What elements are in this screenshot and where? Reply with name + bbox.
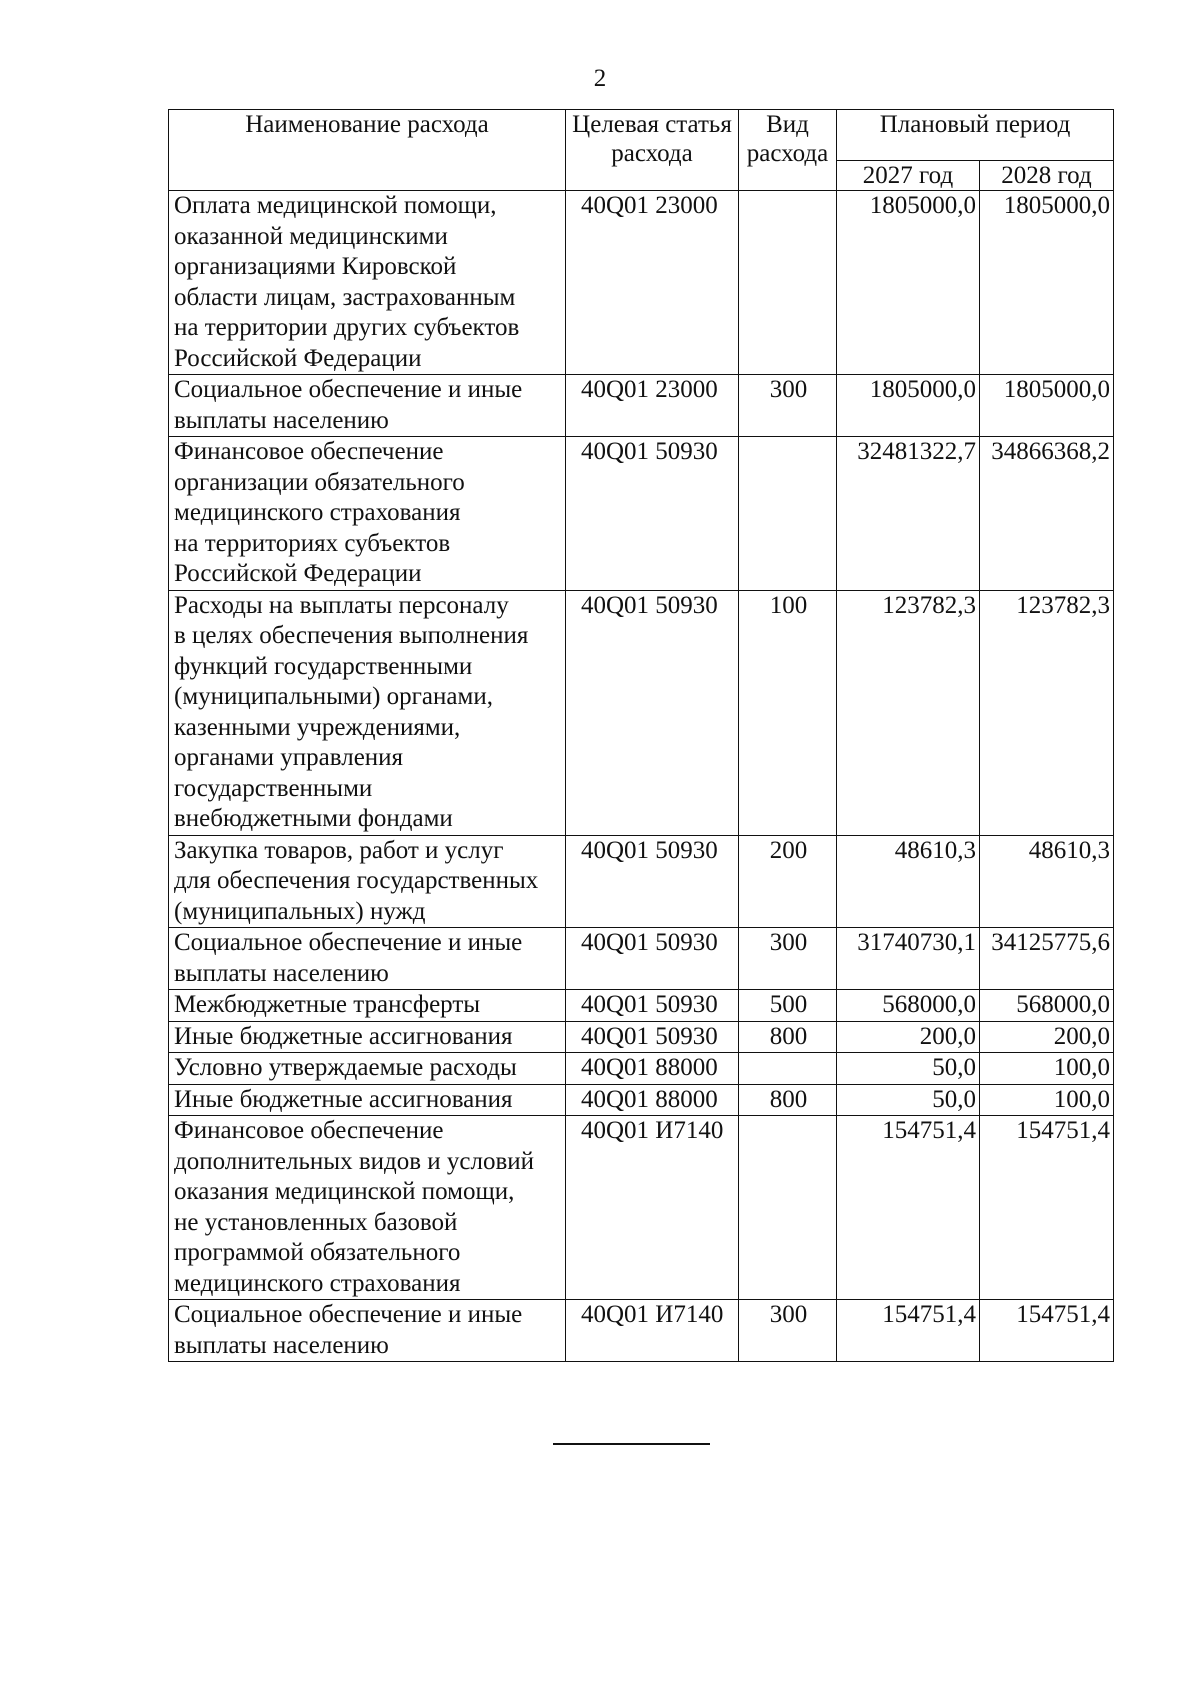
header-target-article: Целевая статья расхода [566, 110, 739, 191]
target-article-cell: 40Q01 50930 [566, 835, 739, 928]
amount-2028-cell: 48610,3 [980, 835, 1114, 928]
amount-2028-cell: 100,0 [980, 1084, 1114, 1116]
expense-name-text: Условно утверждаемые расходы [174, 1054, 517, 1081]
table-row [169, 928, 1114, 990]
page-number: 2 [593, 65, 607, 92]
amount-2028-cell: 154751,4 [980, 1300, 1114, 1362]
expense-kind-cell: 300 [739, 375, 837, 437]
amount-2028-cell: 34125775,6 [980, 928, 1114, 990]
expense-name-cell [169, 1053, 566, 1085]
amount-2027-cell: 31740730,1 [837, 928, 980, 990]
expense-kind-cell: 100 [739, 590, 837, 835]
amount-2028-cell: 100,0 [980, 1053, 1114, 1085]
table-header-row [169, 110, 1114, 161]
expense-name-text: Иные бюджетные ассигнования [174, 1022, 513, 1050]
target-article-cell: 40Q01 50930 [566, 590, 739, 835]
expense-name-text: Закупка товаров, работ и услуг для обеспечения государственных (муниципальных) нужд [174, 836, 539, 925]
table-row [169, 191, 1114, 375]
expense-kind-cell [739, 191, 837, 375]
amount-2027-cell: 50,0 [837, 1084, 980, 1116]
expense-name-text: Социальное обеспечение и иные выплаты населению [174, 376, 523, 434]
amount-2028-cell: 568000,0 [980, 990, 1114, 1022]
target-article-cell: 40Q01 88000 [566, 1084, 739, 1116]
amount-2027-cell: 568000,0 [837, 990, 980, 1022]
expense-name-cell [169, 1084, 566, 1116]
expense-name-cell [169, 1300, 566, 1362]
expense-name-text: Оплата медицинской помощи, оказанной медицинскими организациями Кировской области лицам, застрахованным на территории других субъектов Российской Федерации [174, 192, 520, 372]
table-row [169, 1084, 1114, 1116]
expense-name-cell [169, 1021, 566, 1053]
table-row [169, 1300, 1114, 1362]
expense-kind-cell: 200 [739, 835, 837, 928]
expense-name-text: Расходы на выплаты персоналу в целях обеспечения выполнения функций государственными (муниципальными) органами, казенными учреждениями, органами управления государственными внебюджетными фондами [174, 591, 529, 832]
expense-name-cell [169, 191, 566, 375]
expense-name-cell [169, 437, 566, 591]
expense-kind-cell: 800 [739, 1021, 837, 1053]
expense-table [168, 109, 1114, 1362]
target-article-cell: 40Q01 50930 [566, 1021, 739, 1053]
closing-separator-line [553, 1443, 710, 1445]
amount-2028-cell: 200,0 [980, 1021, 1114, 1053]
expense-kind-cell [739, 1053, 837, 1085]
table-row [169, 990, 1114, 1022]
target-article-cell: 40Q01 50930 [566, 437, 739, 591]
amount-2027-cell: 1805000,0 [837, 191, 980, 375]
target-article-cell: 40Q01 23000 [566, 375, 739, 437]
header-expense-name: Наименование расхода [169, 110, 566, 191]
table-row [169, 1053, 1114, 1085]
target-article-cell: 40Q01 И7140 [566, 1116, 739, 1300]
amount-2027-cell: 50,0 [837, 1053, 980, 1085]
table-row [169, 590, 1114, 835]
expense-name-cell [169, 990, 566, 1022]
amount-2028-cell: 34866368,2 [980, 437, 1114, 591]
expense-name-text: Социальное обеспечение и иные выплаты населению [174, 929, 523, 987]
header-year-2028: 2028 год [980, 161, 1114, 191]
table-body [169, 191, 1114, 1362]
header-year-2027: 2027 год [837, 161, 980, 191]
amount-2028-cell: 1805000,0 [980, 375, 1114, 437]
expense-kind-cell [739, 437, 837, 591]
target-article-cell: 40Q01 23000 [566, 191, 739, 375]
amount-2028-cell: 1805000,0 [980, 191, 1114, 375]
amount-2028-cell: 154751,4 [980, 1116, 1114, 1300]
amount-2027-cell: 200,0 [837, 1021, 980, 1053]
expense-kind-cell: 500 [739, 990, 837, 1022]
amount-2027-cell: 123782,3 [837, 590, 980, 835]
expense-name-cell [169, 928, 566, 990]
header-expense-kind: Вид расхода [739, 110, 837, 191]
expense-name-cell [169, 835, 566, 928]
expense-kind-cell: 300 [739, 928, 837, 990]
header-planned-period: Плановый период [837, 110, 1114, 161]
target-article-cell: 40Q01 50930 [566, 990, 739, 1022]
amount-2028-cell: 123782,3 [980, 590, 1114, 835]
table-row [169, 1116, 1114, 1300]
expense-name-cell [169, 375, 566, 437]
table-row [169, 1021, 1114, 1053]
expense-name-text: Социальное обеспечение и иные выплаты населению [174, 1301, 523, 1359]
expense-kind-cell: 300 [739, 1300, 837, 1362]
expense-name-text: Иные бюджетные ассигнования [174, 1085, 513, 1113]
table-row [169, 437, 1114, 591]
expense-name-cell [169, 590, 566, 835]
amount-2027-cell: 154751,4 [837, 1300, 980, 1362]
amount-2027-cell: 48610,3 [837, 835, 980, 928]
expense-kind-cell [739, 1116, 837, 1300]
expense-name-text: Межбюджетные трансферты [174, 991, 481, 1018]
table-row [169, 375, 1114, 437]
expense-name-text: Финансовое обеспечение дополнительных видов и условий оказания медицинской помощи, не установленных базовой программой обязательного медицинского страхования [174, 1117, 535, 1297]
amount-2027-cell: 32481322,7 [837, 437, 980, 591]
expense-kind-cell: 800 [739, 1084, 837, 1116]
expense-name-text: Финансовое обеспечение организации обязательного медицинского страхования на территориях субъектов Российской Федерации [174, 438, 465, 587]
table-row [169, 835, 1114, 928]
amount-2027-cell: 1805000,0 [837, 375, 980, 437]
expense-name-cell [169, 1116, 566, 1300]
target-article-cell: 40Q01 50930 [566, 928, 739, 990]
target-article-cell: 40Q01 88000 [566, 1053, 739, 1085]
target-article-cell: 40Q01 И7140 [566, 1300, 739, 1362]
amount-2027-cell: 154751,4 [837, 1116, 980, 1300]
